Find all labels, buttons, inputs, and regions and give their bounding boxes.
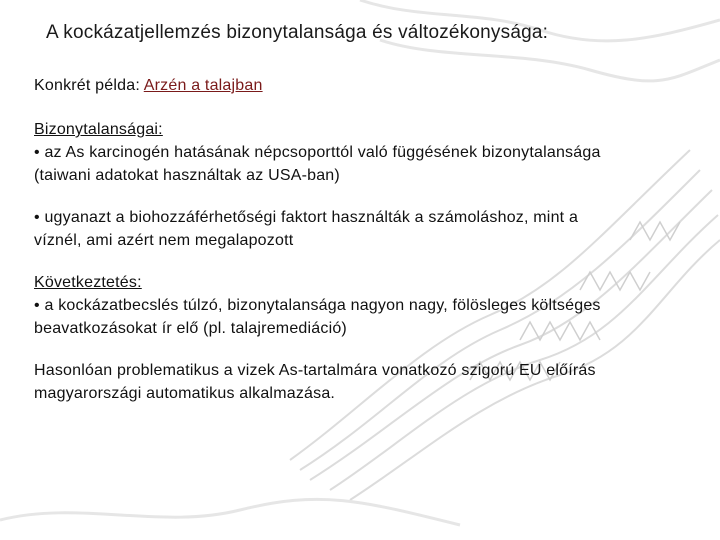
uncertainty-2-line2: víznél, ami azért nem megalapozott — [34, 232, 294, 249]
conclusion-line1: • a kockázatbecslés túlzó, bizonytalansága nagyon nagy, fölösleges költséges — [34, 297, 601, 314]
example-prefix: Konkrét példa: — [34, 77, 144, 94]
example-topic: Arzén a talajban — [143, 77, 263, 94]
uncertainties-heading: Bizonytalanságai: — [34, 121, 163, 138]
example-line — [34, 74, 684, 97]
uncertainty-2-line1: • ugyanazt a biohozzáférhetőségi faktort használták a számoláshoz, mint a — [34, 209, 579, 226]
conclusion-heading: Következtetés: — [34, 274, 142, 291]
uncertainty-1-line2: (taiwani adatokat használtak az USA-ban) — [34, 167, 340, 184]
slide-title: A kockázatjellemzés bizonytalansága és változékonysága: — [46, 22, 549, 43]
conclusion-line2: beavatkozásokat ír elő (pl. talajremediáció) — [34, 320, 347, 337]
closing-line2: magyarországi automatikus alkalmazása. — [34, 385, 336, 402]
slide-content — [34, 74, 684, 405]
closing-line1: Hasonlóan problematikus a vizek As-tartalmára vonatkozó szigorú EU előírás — [34, 362, 596, 379]
uncertainty-1-line1: • az As karcinogén hatásának népcsoporttól való függésének bizonytalansága — [34, 144, 601, 161]
